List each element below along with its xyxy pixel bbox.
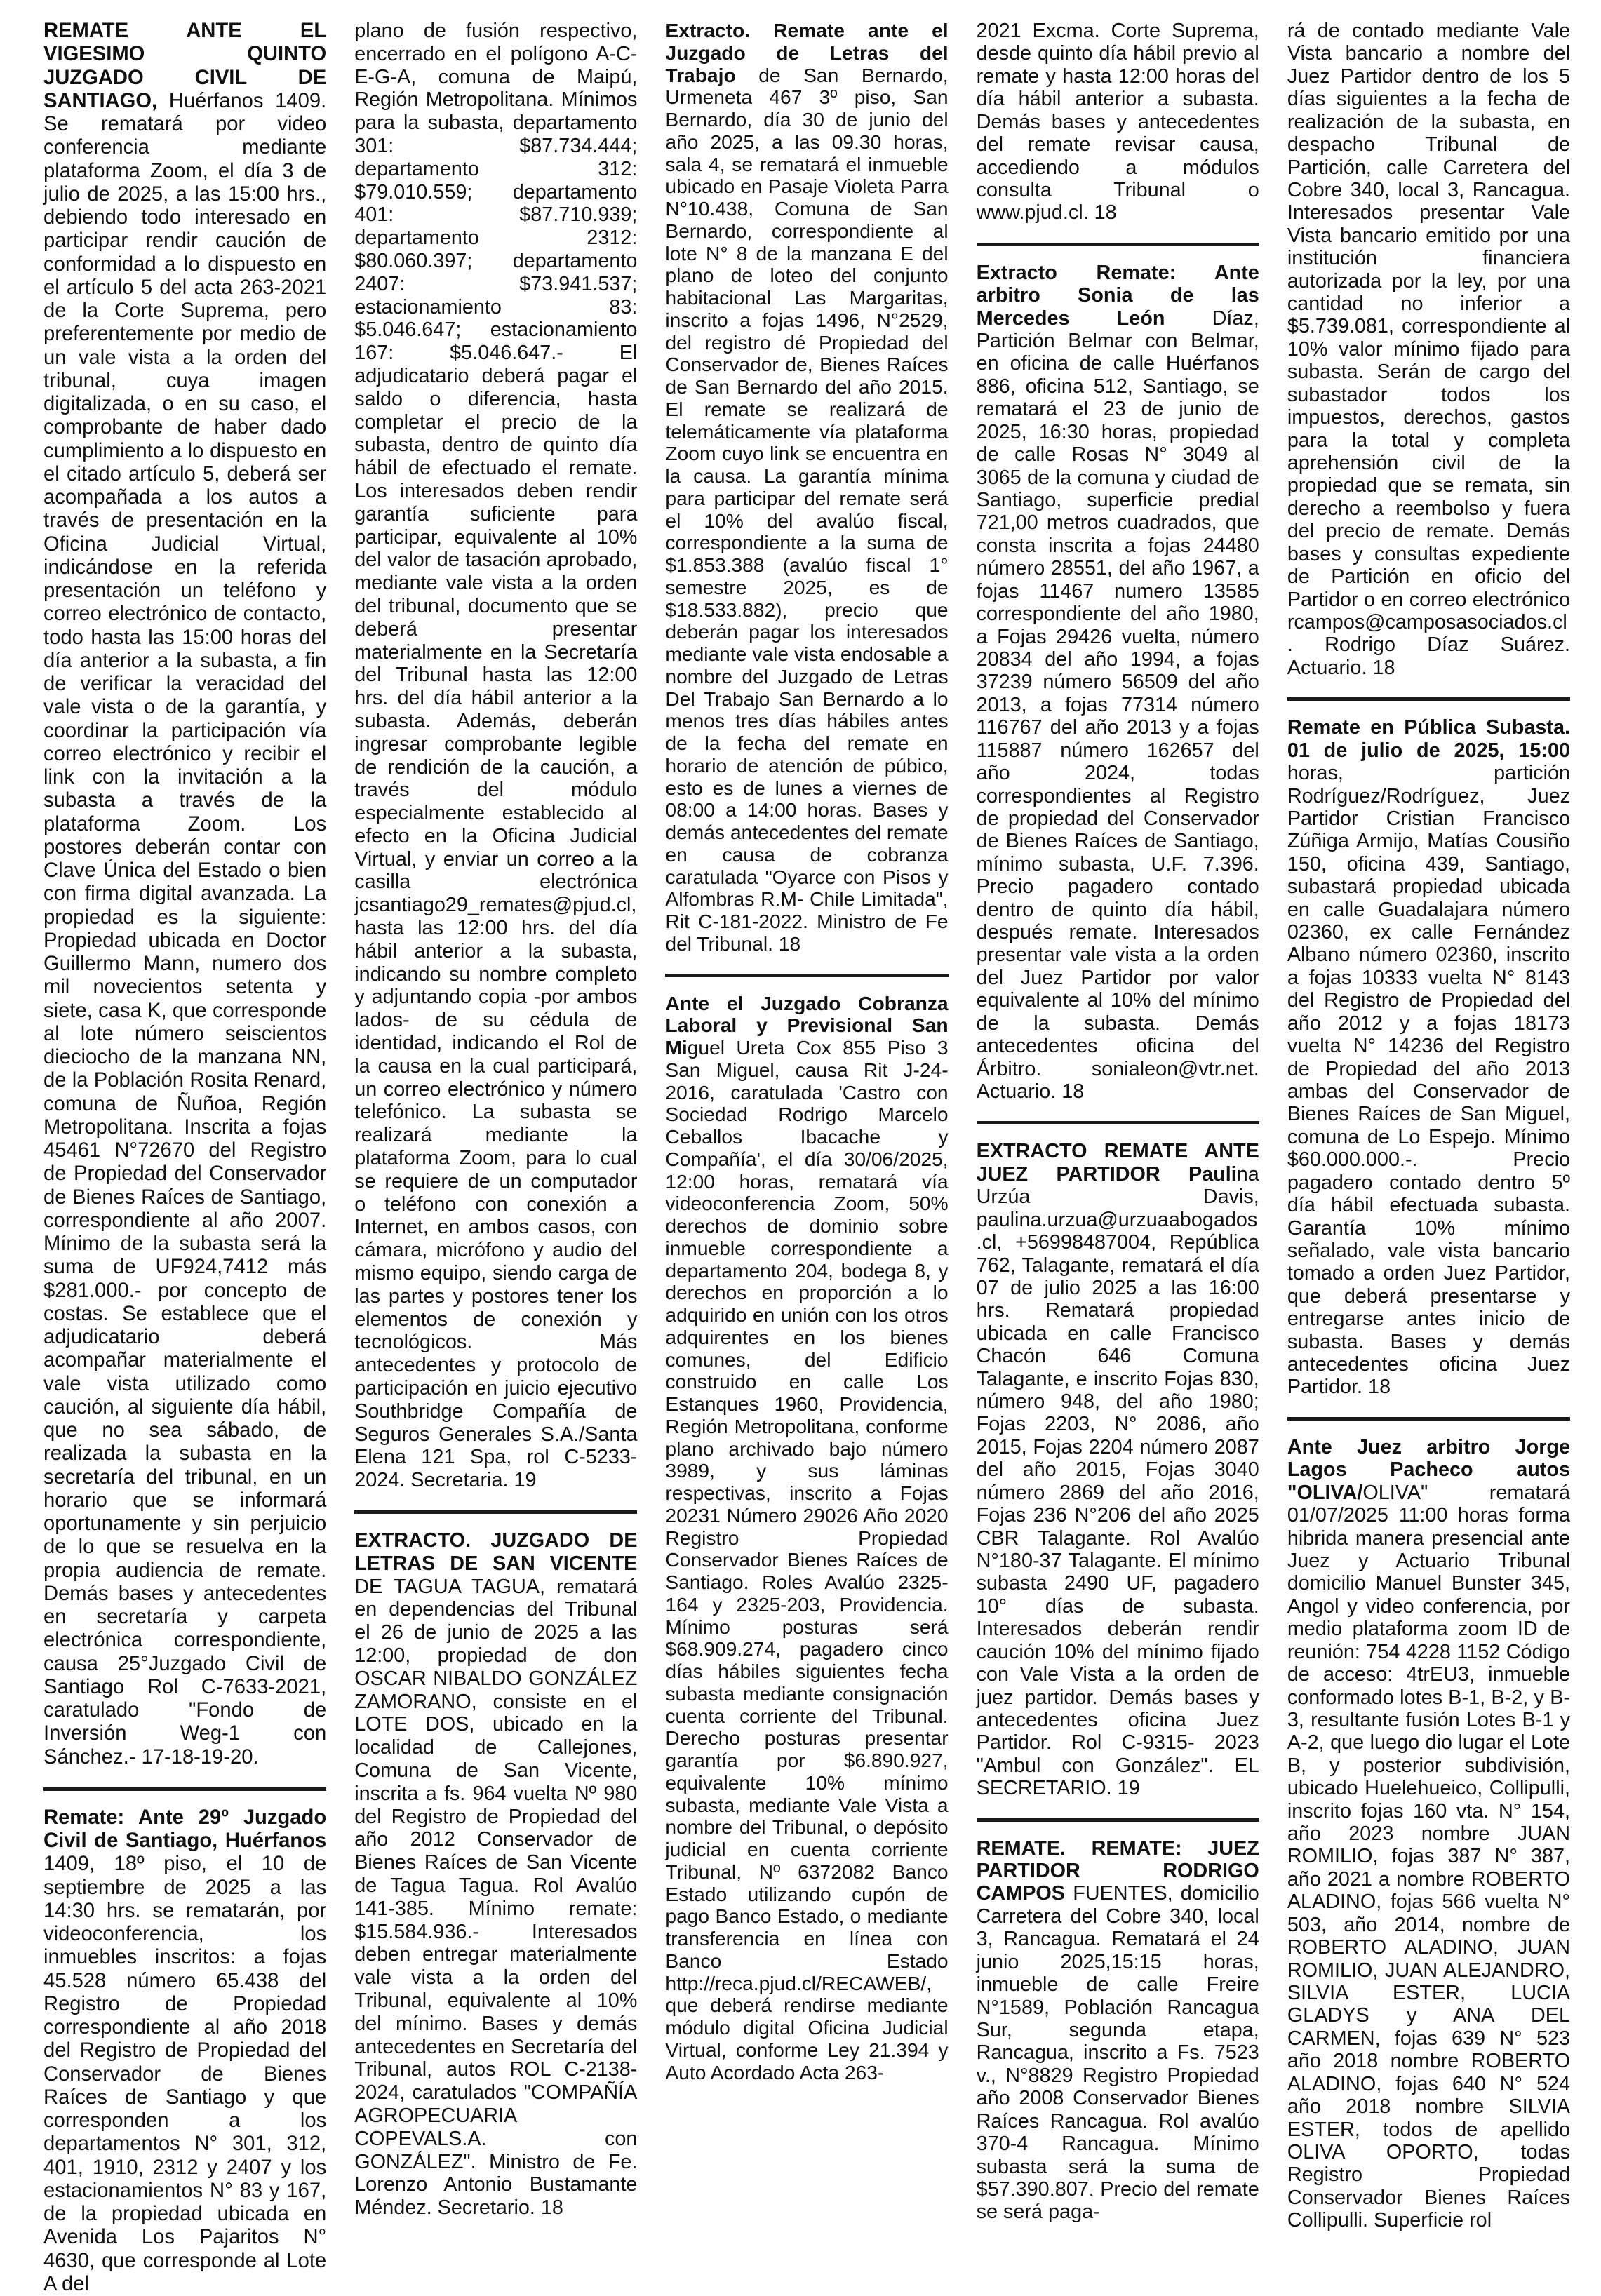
notice-remate-juez-partidor-campos	[977, 1818, 1259, 2224]
notice-continuation-29-juzgado	[354, 20, 637, 1492]
notice-text: na Urzúa Davis, paulina.urzua@urzuaabogados.cl, +56998487004, República 762, Talagante, rematará el día 07 de julio 2025 a las 16:00 hrs. Rematará propiedad ubicada en calle Francisco Chacón 646 Comuna Talagante, e inscrito Fojas 830, número 948, del año 1980; Fojas 2203, N° 2086, año 2015, Fojas 2204 número 2087 del año 2015, Fojas 3040 número 2869 del año 2016, Fojas 236 N°206 del año 2025 CBR Talagante. Rol Avalúo N°180-37 Talagante. El mínimo subasta 2490 UF, pagadero 10° días de subasta. Interesados deberán rendir caución 10% del mínimo fijado con Vale Vista a la orden de juez partidor. Demás bases y antecedentes oficina Juez Partidor. Rol C-9315- 2023 "Ambul con González". EL SECRETARIO. 19	[976, 1162, 1259, 1800]
notice-heading: Remate en Pública Subasta. 01 de julio de 2025, 15:00	[1287, 716, 1571, 762]
notice-heading: Ante Juez arbitro Jorge Lagos Pacheco autos "OLIVA/	[1287, 1435, 1571, 1504]
notice-text: DE TAGUA TAGUA, rematará en dependencias del Tribunal el 26 de junio de 2025 a las 12:00, propiedad de don OSCAR NIBALDO GONZÁLEZ ZAMORANO, consiste en el LOTE DOS, ubicado en la localidad de Callejones, Comuna de San Vicente, inscrita a fs. 964 vuelta Nº 980 del Registro de Propiedad del año 2012 Conservador de Bienes Raíces de San Vicente de Tagua Tagua. Rol Avalúo 141-385. Mínimo remate: $15.584.936.- Interesados deben entregar materialmente vale vista a la orden del Tribunal, equivalente al 10% del mínimo. Bases y demás antecedentes en Secretaría del Tribunal, autos ROL C-2138-2024, caratulados "COMPAÑÍA AGROPECUARIA COPEVALS.A. con GONZÁLEZ". Ministro de Fe. Lorenzo Antonio Bustamante Méndez. Secretario. 18	[354, 1575, 638, 2220]
notice-continuation-juez-partidor-campos	[1287, 20, 1570, 679]
notice-remate-publica-subasta-zuniga	[1287, 697, 1570, 1399]
column-2	[354, 20, 637, 2229]
notice-text: rá de contado mediante Vale Vista bancario a nombre del Juez Partidor dentro de los 5 días siguientes a la fecha de realización de la subasta, en despacho Tribunal de Partición, calle Carretera del Cobre 340, local 3, Rancagua. Interesados presentar Vale Vista bancario emitido por una institución financiera autorizada por la ley, por una cantidad no inferior a $5.739.081, correspondiente al 10% valor mínimo fijado para subasta. Serán de cargo del subastador todos los impuestos, derechos, gastos para la total y completa aprehensión civil de la propiedad que se remata, sin derecho a reembolso y fuera del precio de remate. Demás bases y consultas expediente de Partición en oficio del Partidor o en correo electrónico rcampos@camposasociados.cl. Rodrigo Díaz Suárez. Actuario. 18	[1287, 20, 1571, 679]
notice-heading: Extracto Remate: Ante arbitro Sonia de las Mercedes León	[976, 261, 1259, 330]
notice-heading: EXTRACTO REMATE ANTE JUEZ PARTIDOR Pauli	[976, 1140, 1259, 1186]
notice-text: Huérfanos 1409. Se rematará por video conferencia mediante plataforma Zoom, el día 3 de julio de 2025, a las 15:00 hrs., debiendo todo interesado en participar rendir caución de conformidad a lo dispuesto en el artículo 5 del acta 263-2021 de la Corte Suprema, pero preferentemente por medio de un vale vista a la orden del tribunal, cuya imagen digitalizada, o en su caso, el comprobante de haber dado cumplimiento a lo dispuesto en el citado artículo 5, deberá ser acompañada a los autos a través de presentación en la Oficina Judicial Virtual, indicándose en la referida presentación un teléfono y correo electrónico de contacto, todo hasta las 15:00 horas del día anterior a la subasta, a fin de verificar la veracidad del vale vista o de la garantía, y coordinar la participación vía correo electrónico y recibir el link con la invitación a la subasta a través de la plataforma Zoom. Los postores deberán contar con Clave Única del Estado o bien con firma digital avanzada. La propiedad es la siguiente: Propiedad ubicada en Doctor Guillermo Mann, numero dos mil novecientos setenta y siete, casa K, que corresponde al lote número seiscientos dieciocho de la manzana NN, de la Población Rosita Renard, comuna de Ñuñoa, Región Metropolitana. Inscrita a fojas 45461 N°72670 del Registro de Propiedad del Conservador de Bienes Raíces de Santiago, correspondiente al año 2007. Mínimo de la subasta será la suma de UF924,7412 más $281.000.- por concepto de costas. Se establece que el adjudicatario deberá acompañar materialmente el vale vista utilizado como caución, al siguiente día hábil, que no sea sábado, de realizada la subasta en la secretaría del tribunal, en un horario que se informará oportunamente y sin perjuicio de lo que se resuelva en la propia audiencia de remate. Demás bases y antecedentes en secretaría y carpeta electrónica correspondiente, causa 25°Juzgado Civil de Santiago Rol C-7633-2021, caratulado "Fondo de Inversión Weg-1 con Sánchez.- 17-18-19-20.	[43, 89, 327, 1768]
notice-heading: REMATE. REMATE: JUEZ PARTIDOR RODRIGO CAMPOS	[976, 1837, 1259, 1905]
notice-extracto-juez-partidor-urzua	[977, 1121, 1259, 1799]
notice-extracto-juzgado-trabajo-san-bernardo	[665, 20, 948, 955]
notice-text: 1409, 18º piso, el 10 de septiembre de 2025 a las 14:30 hrs. se rematarán, por videoconferencia, los inmuebles inscritos: a fojas 45.528 número 65.438 del Registro de Propiedad correspondiente al año 2018 del Registro de Propiedad del Conservador de Bienes Raíces de Santiago y que corresponden a los departamentos N° 301, 312, 401, 1910, 2312 y 2407 y los estacionamientos N° 83 y 167, de la propiedad ubicada en Avenida Los Pajaritos N° 4630, que corresponde al Lote A del	[43, 1853, 327, 2295]
notice-text: FUENTES, domicilio Carretera del Cobre 340, local 3, Rancagua. Rematará el 24 junio 2025,15:15 horas, inmueble de calle Freire N°1589, Población Rancagua Sur, segunda etapa, Rancagua, inscrito a Fs. 7523 v., N°8829 Registro Propiedad año 2008 Conservador Bienes Raíces Rancagua. Rol avalúo 370-4 Rancagua. Mínimo subasta será la suma de $57.390.807. Precio del remate se será paga-	[976, 1882, 1259, 2224]
notice-juez-arbitro-lagos-pacheco	[1287, 1417, 1570, 2232]
notice-heading: REMATE ANTE EL VIGESIMO QUINTO JUZGADO CIVIL DE SANTIAGO,	[43, 20, 327, 112]
column-3	[665, 20, 948, 2229]
notice-continuation-cobranza-san-miguel	[977, 20, 1259, 224]
notice-remate-25-juzgado-civil-santiago	[43, 20, 326, 1769]
column-4	[977, 20, 1259, 2229]
column-1	[43, 20, 327, 2295]
notice-heading: EXTRACTO. JUZGADO DE LETRAS DE SAN VICENTE	[354, 1529, 638, 1575]
notice-text: horas, partición Rodríguez/Rodríguez, Juez Partidor Cristian Francisco Zúñiga Armijo, Matías Cousiño 150, oficina 439, Santiago, subastará propiedad ubicada en calle Guadalajara número 02360, ex calle Fernández Albano número 02360, inscrito a fojas 10333 vuelta N° 8143 del Registro de Propiedad del año 2012 y a fojas 18173 vuelta N° 14236 del Registro de Propiedad del año 2013 ambas del Conservador de Bienes Raíces de San Miguel, comuna de Lo Espejo. Mínimo $60.000.000.-. Precio pagadero contado dentro 5º día hábil efectuada subasta. Garantía 10% mínimo señalado, vale vista bancario tomado a orden Juez Partidor, que deberá presentarse y entregarse antes inicio de subasta. Bases y demás antecedentes oficina Juez Partidor. 18	[1287, 762, 1571, 1399]
column-5	[1287, 20, 1571, 2232]
notice-extracto-arbitro-sonia-leon	[977, 243, 1259, 1103]
notice-heading: Remate: Ante 29º Juzgado Civil de Santiago, Huérfanos	[43, 1806, 327, 1852]
notice-text: guel Ureta Cox 855 Piso 3 San Miguel, causa Rit J-24-2016, caratulada 'Castro con Sociedad Rodrigo Marcelo Ceballos Ibacache y Compañía', el día 30/06/2025, 12:00 horas, rematará vía videoconferencia Zoom, 50% derechos de dominio sobre inmueble correspondiente a departamento 204, bodega 8, y derechos en proporción a lo adquirido en unión con los otros adquirentes en los bienes comunes, del Edificio construido en calle Los Estanques 1960, Providencia, Región Metropolitana, conforme plano archivado bajo número 3989, y sus láminas respectivas, inscrito a Fojas 20231 Número 29026 Año 2020 Registro Propiedad Conservador Bienes Raíces de Santiago. Roles Avalúo 2325-164 y 2325-203, Providencia. Mínimo posturas será $68.909.274, pagadero cinco días hábiles siguientes fecha subasta mediante consignación cuenta corriente del Tribunal. Derecho posturas presentar garantía por $6.890.927, equivalente 10% mínimo subasta, mediante Vale Vista a nombre del Tribunal, o depósito judicial en cuenta corriente Tribunal, Nº 6372082 Banco Estado utilizando cupón de pago Banco Estado, o mediante transferencia en línea con Banco Estado http://reca.pjud.cl/RECAWEB/, que deberá rendirse mediante módulo digital Oficina Judicial Virtual, conforme Ley 21.394 y Auto Acordado Acta 263-	[665, 1036, 949, 2083]
notice-text: Díaz, Partición Belmar con Belmar, en oficina de calle Huérfanos 886, oficina 512, Santiago, se rematará el 23 de junio de 2025, 16:30 horas, propiedad de calle Rosas N° 3049 al 3065 de la comuna y ciudad de Santiago, superficie predial 721,00 metros cuadrados, que consta inscrita a fojas 24480 número 28551, del año 1967, a fojas 11467 numero 13585 correspondiente del año 1980, a Fojas 29426 vuelta, número 20834 del año 1994, a fojas 37239 número 56509 del año 2013, a fojas 77314 número 116767 del año 2013 y a fojas 115887 número 162657 del año 2024, todas correspondientes al Registro de propiedad del Conservador de Bienes Raíces de Santiago, mínimo subasta, U.F. 7.396. Precio pagadero contado dentro de quinto día hábil, después remate. Interesados presentar vale vista a la orden del Juez Partidor por valor equivalente al 10% del mínimo de la subasta. Demás antecedentes oficina del Árbitro. sonialeon@vtr.net. Actuario. 18	[976, 307, 1259, 1103]
notice-remate-29-juzgado-civil-santiago	[43, 1787, 326, 2296]
notice-text: 2021 Excma. Corte Suprema, desde quinto día hábil previo al remate y hasta 12:00 horas del día hábil anterior a subasta. Demás bases y antecedentes del remate revisar causa, accediendo a módulos consulta Tribunal o www.pjud.cl. 18	[976, 20, 1259, 224]
notice-extracto-juzgado-san-vicente	[354, 1510, 637, 2220]
notice-heading: Extracto. Remate ante el Juzgado de Letras del Trabajo	[665, 19, 949, 86]
notice-text: OLIVA" rematará 01/07/2025 11:00 horas forma hibrida manera presencial ante Juez y Actuario Tribunal domicilio Manuel Bunster 345, Angol y video conferencia, por medio plataforma zoom ID de reunión: 754 4228 1152 Código de acceso: 4trEU3, inmueble conformado lotes B-1, B-2, y B-3, resultante fusión Lotes B-1 y A-2, que luego dio lugar el Lote B, y posterior subdivisión, ubicado Huelehueico, Collipulli, inscrito fojas 160 vta. N° 154, año 2023 nombre JUAN ROMILIO, fojas 387 N° 387, año 2021 a nombre ROBERTO ALADINO, fojas 566 vuelta N° 503, año 2014, nombre de ROBERTO ALADINO, JUAN ROMILIO, JUAN ALEJANDRO, SILVIA ESTER, LUCIA GLADYS y ANA DEL CARMEN, fojas 639 N° 523 año 2018 nombre ROBERTO ALADINO, fojas 640 N° 524 año 2018 nombre SILVIA ESTER, todos de apellido OLIVA OPORTO, todas Registro Propiedad Conservador Bienes Raíces Collipulli. Superficie rol	[1287, 1481, 1571, 2232]
notice-text: de San Bernardo, Urmeneta 467 3º piso, San Bernardo, día 30 de junio del año 2025, a las 09.30 horas, sala 4, se rematará el inmueble ubicado en Pasaje Violeta Parra N°10.438, Comuna de San Bernardo, correspondiente al lote N° 8 de la manzana E del plano de loteo del conjunto habitacional Las Margaritas, inscrito a fojas 1496, N°2529, del registro dé Propiedad del Conservador de, Bienes Raíces de San Bernardo del año 2015. El remate se realizará de telemáticamente vía plataforma Zoom cuyo link se encuentra en la causa. La garantía mínima para participar del remate será el 10% del avalúo fiscal, correspondiente a la suma de $1.853.388 (avalúo fiscal 1° semestre 2025, es de $18.533.882), precio que deberán pagar los interesados mediante vale vista endosable a nombre del Juzgado de Letras Del Trabajo San Bernardo a lo menos tres días hábiles antes de la fecha del remate en horario de atención de púbico, esto es de lunes a viernes de 08:00 a 14:00 horas. Bases y demás antecedentes del remate en causa de cobranza caratulada "Oyarce con Pisos y Alfombras R.M- Chile Limitada", Rit C-181-2022. Ministro de Fe del Tribunal. 18	[665, 63, 949, 955]
notice-heading: Ante el Juzgado Cobranza Laboral y Previsional San Mi	[665, 991, 949, 1059]
notice-juzgado-cobranza-san-miguel	[665, 974, 948, 2084]
notice-text: plano de fusión respectivo, encerrado en el polígono A-C-E-G-A, comuna de Maipú, Región Metropolitana. Mínimos para la subasta, departamento 301: $87.734.444; departamento 312: $79.010.559; departamento 401: $87.710.939; departamento 2312: $80.060.397; departamento 2407: $73.941.537; estacionamiento 83: $5.046.647; estacionamiento 167: $5.046.647.- El adjudicatario deberá pagar el saldo o diferencia, hasta completar el precio de la subasta, dentro de quinto día hábil de efectuado el remate. Los interesados deben rendir garantía suficiente para participar, equivalente al 10% del valor de tasación aprobado, mediante vale vista a la orden del tribunal, documento que se deberá presentar materialmente en la Secretaría del Tribunal hasta las 12:00 hrs. del día hábil anterior a la subasta. Además, deberán ingresar comprobante legible de rendición de la caución, a través del módulo especialmente establecido al efecto en la Oficina Judicial Virtual, y enviar un correo a la casilla electrónica jcsantiago29_remates@pjud.cl, hasta las 12:00 hrs. del día hábil anterior a la subasta, indicando su nombre completo y adjuntando copia -por ambos lados- de su cédula de identidad, indicando el Rol de la causa en la cual participará, un correo electrónico y número telefónico. La subasta se realizará mediante la plataforma Zoom, para lo cual se requiere de un computador o teléfono con conexión a Internet, en ambos casos, con cámara, micrófono y audio del mismo equipo, siendo carga de las partes y postores tener los elementos de conexión y tecnológicos. Más antecedentes y protocolo de participación en juicio ejecutivo Southbridge Compañía de Seguros Generales S.A./Santa Elena 121 Spa, rol C-5233-2024. Secretaria. 19	[354, 20, 638, 1492]
